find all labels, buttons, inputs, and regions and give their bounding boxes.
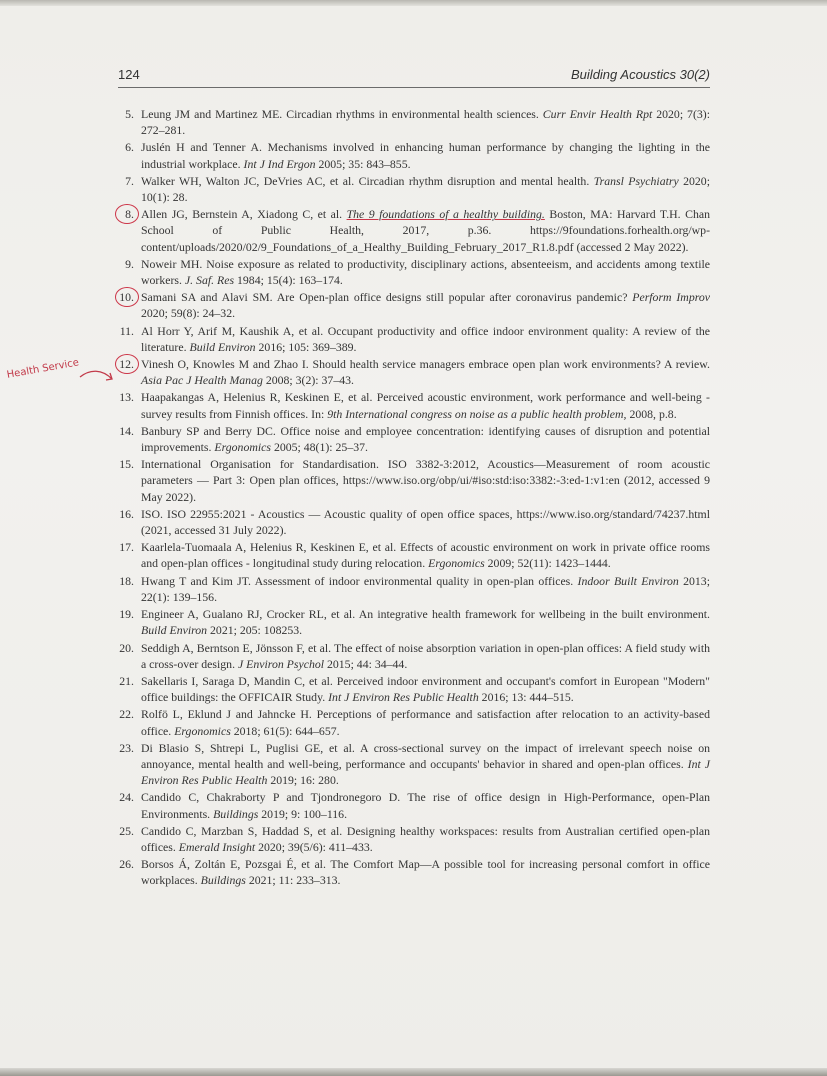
reference-number: 17. xyxy=(119,540,134,555)
reference-number: 15. xyxy=(119,457,134,472)
reference-source: Int J Environ Res Public Health xyxy=(328,690,479,705)
reference-details: 2008; 3(2): 37–43. xyxy=(265,373,354,388)
reference-source: Build Environ xyxy=(189,339,256,354)
reference-item xyxy=(110,456,710,505)
page-number: 124 xyxy=(118,67,140,82)
reference-details: 2019; 9: 100–116. xyxy=(261,806,348,821)
reference-source: Ergonomics xyxy=(428,556,485,571)
reference-details: 2018; 61(5): 644–657. xyxy=(233,723,340,738)
reference-text: Hwang T and Kim JT. Assessment of indoor environmental quality in open-plan offices. xyxy=(141,573,574,588)
reference-item xyxy=(110,539,710,571)
reference-source: Int J Ind Ergon xyxy=(243,156,316,171)
reference-item xyxy=(110,289,710,321)
reference-details: 1984; 15(4): 163–174. xyxy=(237,273,343,288)
reference-item xyxy=(110,139,710,171)
reference-number: 25. xyxy=(119,823,134,838)
reference-number: 19. xyxy=(119,607,134,622)
reference-item xyxy=(110,106,710,138)
reference-item xyxy=(110,823,710,855)
reference-number: 26. xyxy=(119,857,134,872)
margin-handwritten-note: Health Service xyxy=(6,357,80,381)
reference-item xyxy=(110,789,710,821)
reference-number: 14. xyxy=(119,423,134,438)
reference-text: Kaarlela-Tuomaala A, Helenius R, Keskinen E, et al. Effects of acoustic environment on work in private office rooms and open-plan offices - longitudinal study during relocation. xyxy=(141,540,710,571)
reference-text: Borsos Á, Zoltán E, Pozsgai É, et al. The Comfort Map—A possible tool for increasing personal comfort in office workplaces. xyxy=(141,857,710,888)
reference-text: Di Blasio S, Shtrepi L, Puglisi GE, et al. A cross-sectional survey on the impact of irrelevant speech noise on annoyance, mental health and well-being, performance and occupants' behavior in shared and open-plan offices. xyxy=(141,740,710,771)
reference-source: Buildings xyxy=(213,806,259,821)
reference-details: 2021; 11: 233–313. xyxy=(248,873,341,888)
reference-source: Asia Pac J Health Manag xyxy=(141,373,263,388)
reference-text: Candido C, Marzban S, Haddad S, et al. Designing healthy workspaces: results from Australian certified open-plan offices. xyxy=(141,823,710,854)
reference-text: Candido C, Chakraborty P and Tjondronegoro D. The rise of office design in High-Performance, open-Plan Environments. xyxy=(141,790,710,821)
reference-details: 2005; 35: 843–855. xyxy=(318,156,411,171)
reference-source: Perform Improv xyxy=(632,290,711,305)
reference-text: Vinesh O, Knowles M and Zhao I. Should health service managers embrace open plan work environments? A review. xyxy=(141,357,710,372)
reference-number: 7. xyxy=(125,173,134,188)
reference-text: Juslén H and Tenner A. Mechanisms involved in enhancing human performance by changing the lighting in the industrial workplace. xyxy=(141,140,710,171)
header-rule xyxy=(118,87,710,88)
reference-source: Buildings xyxy=(200,873,246,888)
page-bottom-shadow xyxy=(0,1068,827,1076)
reference-details: 2020; 7(3): 272–281. xyxy=(141,107,710,138)
reference-text: Al Horr Y, Arif M, Kaushik A, et al. Occupant productivity and office indoor environment quality: A review of the literature. xyxy=(141,323,710,354)
reference-text: Leung JM and Martinez ME. Circadian rhythms in environmental health sciences. xyxy=(141,107,539,121)
reference-text: Walker WH, Walton JC, DeVries AC, et al. Circadian rhythm disruption and mental health. xyxy=(141,173,590,188)
reference-text: ISO. ISO 22955:2021 - Acoustics — Acoustic quality of open office spaces, https://www.iso.org/standard/74237.html (2021, accessed 31 July 2022). xyxy=(141,506,710,538)
reference-source: J Environ Psychol xyxy=(237,656,325,671)
reference-source: 9th International congress on noise as a public health problem, xyxy=(327,406,627,421)
reference-source: Transl Psychiatry xyxy=(593,173,679,188)
reference-text: Banbury SP and Berry DC. Office noise and employee concentration: identifying causes of disruption and potential improvements. xyxy=(141,423,710,455)
reference-details: 2009; 52(11): 1423–1444. xyxy=(487,556,611,571)
reference-item xyxy=(110,740,710,789)
reference-number: 20. xyxy=(119,640,134,655)
reference-number: 12. xyxy=(110,356,134,372)
reference-text: Engineer A, Gualano RJ, Crocker RL, et al. An integrative health framework for wellbeing in the built environment. xyxy=(141,607,710,622)
reference-details: 2013; 22(1): 139–156. xyxy=(141,573,710,604)
reference-number: 13. xyxy=(119,390,134,405)
reference-text: Haapakangas A, Helenius R, Keskinen E, et al. Perceived acoustic environment, work performance and well-being - survey results from Finnish offices. In: xyxy=(141,390,710,421)
reference-number: 24. xyxy=(119,790,134,805)
reference-item xyxy=(110,640,710,672)
reference-number: 11. xyxy=(119,323,134,338)
reference-item xyxy=(110,256,710,288)
reference-number: 18. xyxy=(119,573,134,588)
reference-source: J. Saf. Res xyxy=(184,273,235,288)
reference-item xyxy=(110,573,710,605)
reference-item xyxy=(110,323,710,355)
page-top-shadow xyxy=(0,0,827,6)
reference-details: 2021; 205: 108253. xyxy=(210,623,303,638)
reference-details: 2020; 59(8): 24–32. xyxy=(141,306,236,321)
reference-item xyxy=(110,173,710,205)
reference-number: 6. xyxy=(125,140,134,155)
reference-details: 2016; 13: 444–515. xyxy=(481,690,574,705)
reference-details: 2008, p.8. xyxy=(629,406,677,421)
reference-details: 2005; 48(1): 25–37. xyxy=(273,440,368,455)
reference-details: 2019; 16: 280. xyxy=(270,773,339,788)
reference-item xyxy=(110,606,710,638)
reference-number: 16. xyxy=(119,506,134,521)
reference-text: Rolfö L, Eklund J and Jahncke H. Perceptions of performance and satisfaction after relocation to an activity-based office. xyxy=(141,707,710,738)
reference-source: The 9 foundations of a healthy building. xyxy=(346,207,545,222)
reference-number: 21. xyxy=(119,673,134,688)
reference-source: Ergonomics xyxy=(214,440,271,455)
reference-item xyxy=(110,356,710,388)
reference-details: 2020; 39(5/6): 411–433. xyxy=(258,839,373,854)
reference-number: 5. xyxy=(125,107,134,121)
reference-details: 2015; 44: 34–44. xyxy=(326,656,408,671)
page-header xyxy=(118,64,710,88)
reference-text: Sakellaris I, Saraga D, Mandin C, et al. Perceived indoor environment and occupant's comfort in European "Modern" office buildings: the OFFICAIR Study. xyxy=(141,673,710,705)
reference-details: 2016; 105: 369–389. xyxy=(258,339,357,354)
reference-source: Emerald Insight xyxy=(178,839,256,854)
reference-text: International Organisation for Standardisation. ISO 3382-3:2012, Acoustics—Measurement of room acoustic parameters — Part 3: Open plan offices, https://www.iso.org/obp/ui/#iso:std:iso:3382:-3:ed-1:v1:en (2012, accessed 9 May 2022). xyxy=(141,457,710,504)
reference-number: 22. xyxy=(119,707,134,722)
reference-item xyxy=(110,506,710,538)
reference-item xyxy=(110,706,710,738)
reference-source: Indoor Built Environ xyxy=(577,573,679,588)
reference-item xyxy=(110,673,710,705)
reference-item xyxy=(110,206,710,255)
reference-number: 10. xyxy=(110,289,134,305)
reference-list xyxy=(110,106,710,890)
reference-item xyxy=(110,423,710,455)
reference-details: Boston, MA: Harvard T.H. Chan School of Public Health, 2017, p.36. https://9foundations.forhealth.org/wp-content/uploads/2020/02/9_Foundations_of_a_Healthy_Building_February_2017_R1.8.pdf (accessed 2 May 2022). xyxy=(141,207,710,254)
reference-source: Ergonomics xyxy=(174,723,231,738)
reference-source: Build Environ xyxy=(141,623,208,638)
reference-source: Int J Environ Res Public Health xyxy=(141,756,710,788)
reference-item xyxy=(110,389,710,421)
reference-text: Noweir MH. Noise exposure as related to productivity, disciplinary actions, absenteeism, and accidents among textile workers. xyxy=(141,256,710,288)
reference-source: Curr Envir Health Rpt xyxy=(542,107,653,121)
reference-item xyxy=(110,856,710,888)
running-head: Building Acoustics 30(2) xyxy=(571,67,710,82)
reference-text: Allen JG, Bernstein A, Xiadong C, et al. xyxy=(141,207,343,222)
reference-number: 9. xyxy=(125,256,134,271)
reference-text: Seddigh A, Berntson E, Jönsson F, et al. The effect of noise absorption variation in open-plan offices: A field study with a cross-over design. xyxy=(141,640,710,671)
reference-number: 23. xyxy=(119,740,134,755)
reference-details: 2020; 10(1): 28. xyxy=(141,173,710,205)
reference-number: 8. xyxy=(110,206,134,222)
reference-text: Samani SA and Alavi SM. Are Open-plan office designs still popular after coronavirus pandemic? xyxy=(141,290,628,305)
